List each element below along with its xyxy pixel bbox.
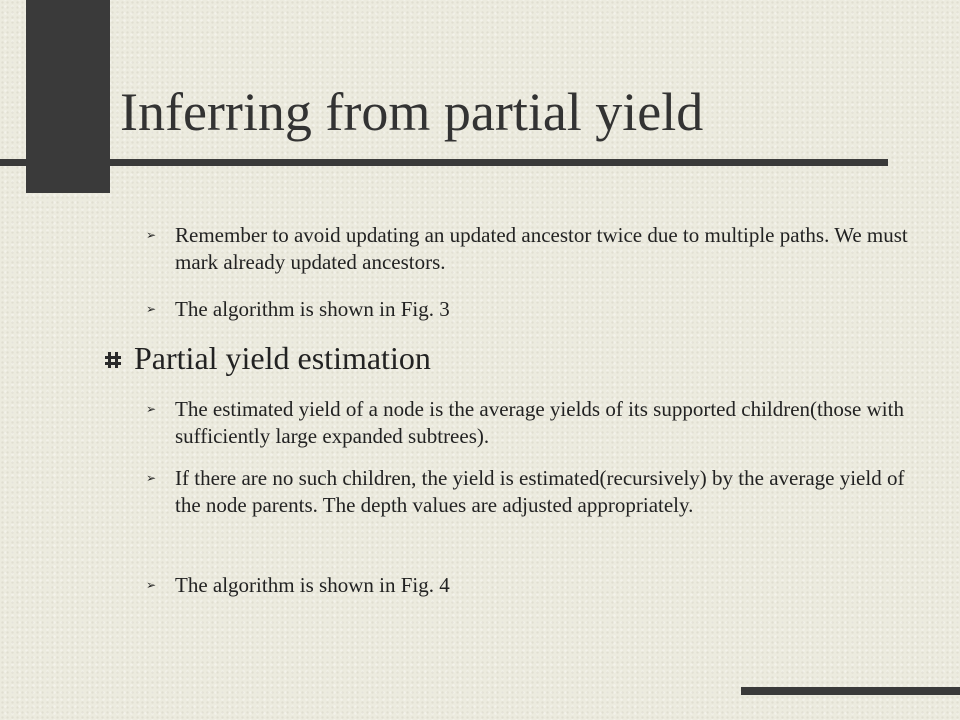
arrowhead-bullet-icon: ➢ — [146, 578, 157, 592]
bullet-item — [148, 296, 932, 323]
bullet-text: The algorithm is shown in Fig. 4 — [175, 573, 450, 597]
bullet-item — [148, 465, 932, 519]
arrowhead-bullet-icon: ➢ — [146, 402, 157, 416]
arrowhead-bullet-icon: ➢ — [146, 228, 157, 242]
bullet-item — [148, 572, 932, 599]
title-underline-rule — [0, 159, 888, 166]
bullet-text: If there are no such children, the yield is estimated(recursively) by the average yield of the node parents. The depth values are adjusted appropriately. — [175, 466, 905, 517]
hash-bullet-icon — [104, 351, 122, 369]
bullet-text: The algorithm is shown in Fig. 3 — [175, 297, 450, 321]
section-heading-text: Partial yield estimation — [134, 340, 431, 376]
section-heading — [104, 338, 904, 378]
footer-accent-rule — [741, 687, 960, 695]
bullet-text: Remember to avoid updating an updated ancestor twice due to multiple paths. We must mark already updated ancestors. — [175, 223, 908, 274]
bullet-item — [148, 396, 932, 450]
bullet-text: The estimated yield of a node is the average yields of its supported children(those with sufficiently large expanded subtrees). — [175, 397, 904, 448]
arrowhead-bullet-icon: ➢ — [146, 302, 157, 316]
arrowhead-bullet-icon: ➢ — [146, 471, 157, 485]
slide-title: Inferring from partial yield — [120, 82, 704, 142]
bullet-item — [148, 222, 932, 276]
